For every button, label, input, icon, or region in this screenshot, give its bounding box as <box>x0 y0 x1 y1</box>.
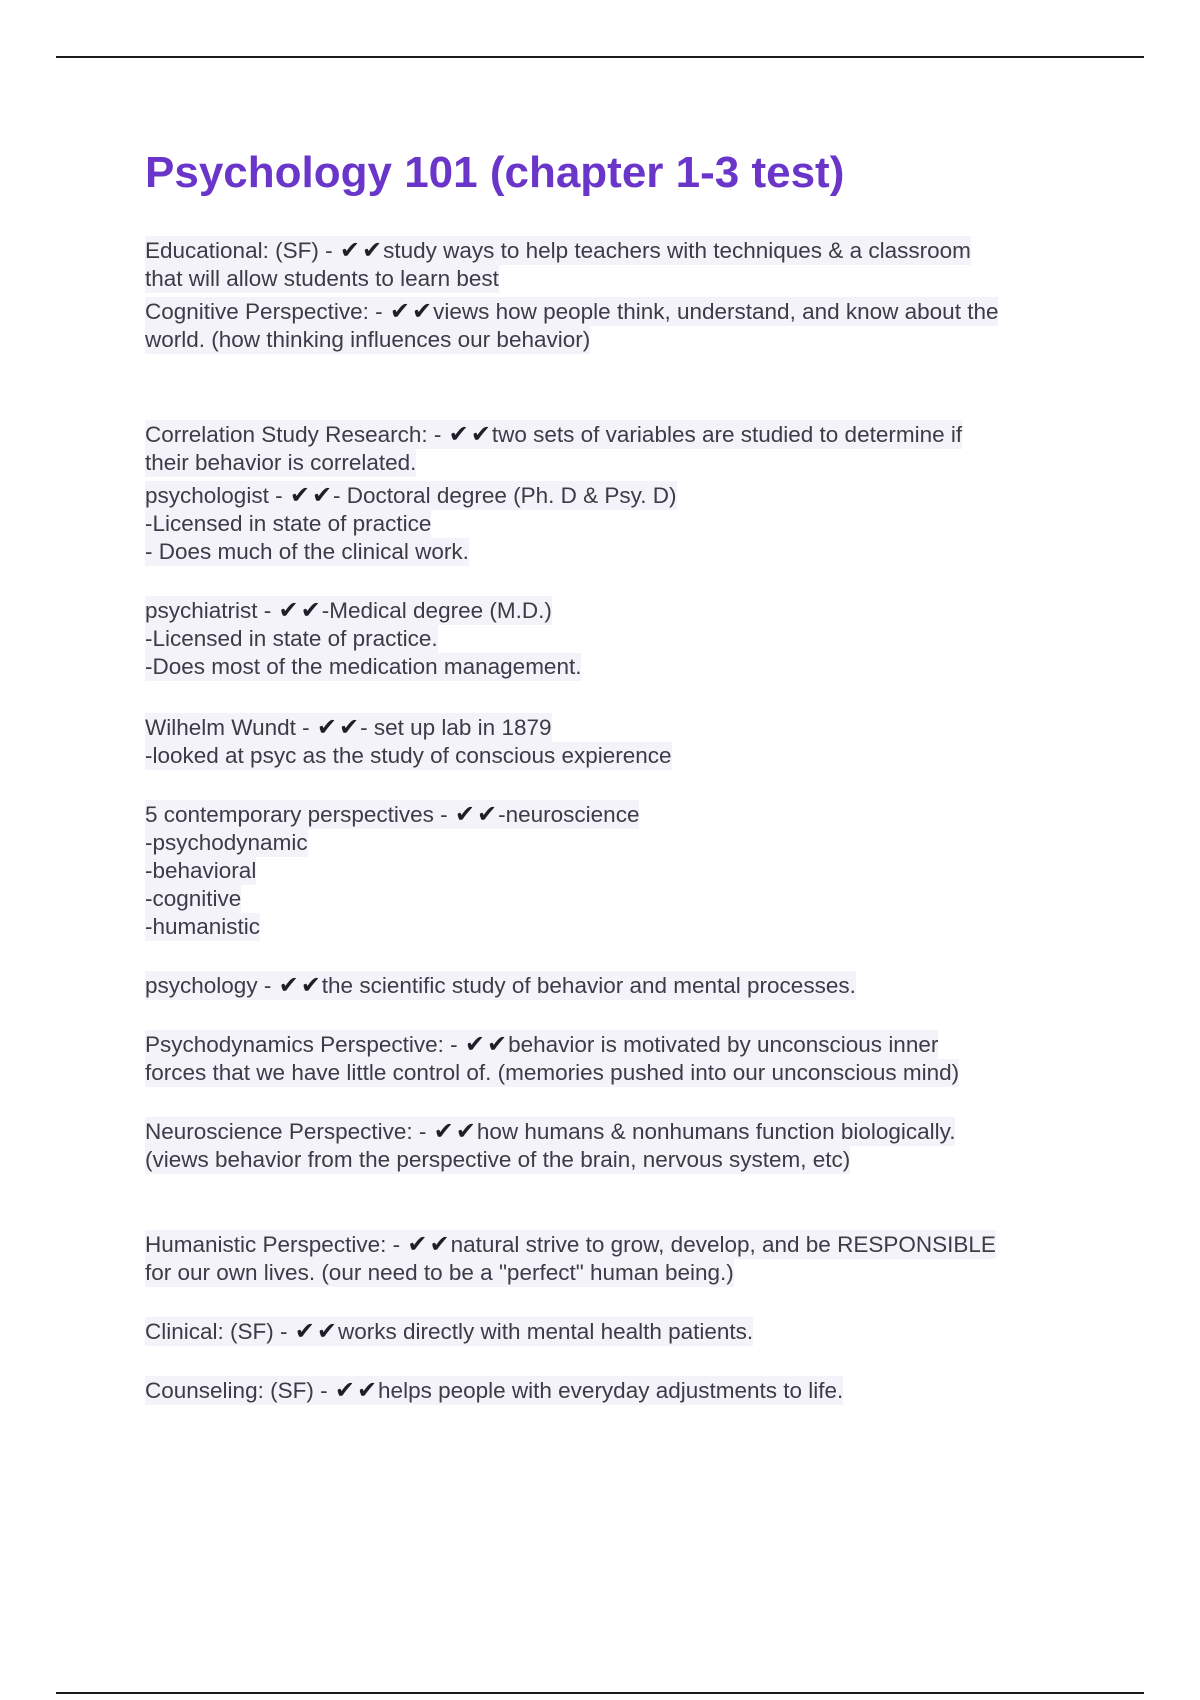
check-icon: ✔ <box>339 236 360 264</box>
card-line <box>145 1230 996 1259</box>
card-definition: study ways to help teachers with techniques & a classroom <box>383 238 971 263</box>
card-line <box>145 420 962 449</box>
card-term: psychology - <box>145 973 272 998</box>
card-term: Neuroscience Perspective: - <box>145 1119 427 1144</box>
card-line: forces that we have little control of. (memories pushed into our unconscious mind) <box>145 1060 960 1085</box>
card-line: that will allow students to learn best <box>145 266 499 291</box>
card-line <box>145 713 552 742</box>
check-icon: ✔ <box>407 1230 428 1258</box>
flashcard-cognitive-perspective <box>145 297 1105 354</box>
check-icon: ✔ <box>470 420 491 448</box>
card-line: - Does much of the clinical work. <box>145 539 469 564</box>
check-icon: ✔ <box>300 596 321 624</box>
card-line: world. (how thinking influences our behavior) <box>145 327 591 352</box>
card-line <box>145 1117 955 1146</box>
check-icon: ✔ <box>339 713 360 741</box>
check-icon: ✔ <box>300 971 321 999</box>
card-term: Educational: (SF) - <box>145 238 333 263</box>
card-definition: natural strive to grow, develop, and be RESPONSIBLE <box>450 1232 996 1257</box>
card-line: their behavior is correlated. <box>145 450 417 475</box>
check-icon: ✔ <box>334 1376 355 1404</box>
check-icon: ✔ <box>477 800 498 828</box>
flashcard-psychology <box>145 971 1105 1000</box>
flashcard-psychologist <box>145 481 1105 566</box>
flashcard-psychodynamics <box>145 1030 1105 1087</box>
check-icon: ✔ <box>356 1376 378 1404</box>
card-line: -Licensed in state of practice. <box>145 626 438 651</box>
check-icon: ✔ <box>448 420 469 448</box>
card-line <box>145 971 856 1000</box>
card-definition: -Medical degree (M.D.) <box>321 598 552 623</box>
card-line <box>145 800 639 829</box>
card-line: -humanistic <box>145 914 261 939</box>
card-line <box>145 596 552 625</box>
document-title: Psychology 101 (chapter 1-3 test) <box>145 148 845 197</box>
check-icon: ✔ <box>433 1117 454 1145</box>
card-line <box>145 1317 753 1346</box>
card-term: Correlation Study Research: - <box>145 422 442 447</box>
card-definition: helps people with everyday adjustments to life. <box>378 1378 844 1403</box>
card-term: Wilhelm Wundt - <box>145 715 310 740</box>
flashcard-educational <box>145 236 1105 293</box>
check-icon: ✔ <box>294 1317 315 1345</box>
flashcard-contemporary-perspectives <box>145 800 1105 941</box>
card-definition: views how people think, understand, and know about the <box>433 299 999 324</box>
flashcard-humanistic <box>145 1230 1105 1287</box>
check-icon: ✔ <box>316 713 337 741</box>
card-line: -cognitive <box>145 886 242 911</box>
check-icon: ✔ <box>278 596 299 624</box>
card-definition: - set up lab in 1879 <box>360 715 552 740</box>
flashcard-correlation-study <box>145 420 1105 477</box>
document-body <box>145 140 1105 1405</box>
bottom-divider <box>56 1692 1144 1694</box>
card-definition: -neuroscience <box>498 802 640 827</box>
card-line <box>145 481 677 510</box>
flashcard-psychiatrist <box>145 596 1105 681</box>
check-icon: ✔ <box>455 1117 476 1145</box>
card-term: Counseling: (SF) - <box>145 1378 328 1403</box>
card-line: -Does most of the medication management. <box>145 654 582 679</box>
top-divider <box>56 56 1144 58</box>
check-icon: ✔ <box>316 1317 337 1345</box>
check-icon: ✔ <box>464 1030 485 1058</box>
check-icon: ✔ <box>454 800 476 828</box>
card-definition: how humans & nonhumans function biologically. <box>476 1119 956 1144</box>
card-line <box>145 1376 843 1405</box>
card-line <box>145 297 998 326</box>
card-definition: two sets of variables are studied to determine if <box>491 422 963 447</box>
card-term: psychiatrist - <box>145 598 272 623</box>
flashcard-wilhelm-wundt <box>145 713 1105 770</box>
check-icon: ✔ <box>361 236 383 264</box>
card-definition: behavior is motivated by unconscious inner <box>508 1032 939 1057</box>
check-icon: ✔ <box>487 1030 508 1058</box>
card-term: psychologist - <box>145 483 283 508</box>
card-line: -behavioral <box>145 858 257 883</box>
flashcard-clinical <box>145 1317 1105 1346</box>
card-line: (views behavior from the perspective of the brain, nervous system, etc) <box>145 1147 851 1172</box>
check-icon: ✔ <box>411 297 433 325</box>
card-term: Humanistic Perspective: - <box>145 1232 401 1257</box>
check-icon: ✔ <box>311 481 333 509</box>
card-line: -psychodynamic <box>145 830 308 855</box>
card-term: Cognitive Perspective: - <box>145 299 383 324</box>
card-definition: - Doctoral degree (Ph. D & Psy. D) <box>333 483 677 508</box>
flashcard-counseling <box>145 1376 1105 1405</box>
flashcard-neuroscience <box>145 1117 1105 1174</box>
card-line <box>145 1030 938 1059</box>
card-term: Psychodynamics Perspective: - <box>145 1032 458 1057</box>
check-icon: ✔ <box>389 297 410 325</box>
card-definition: works directly with mental health patients. <box>338 1319 754 1344</box>
check-icon: ✔ <box>429 1230 450 1258</box>
card-term: 5 contemporary perspectives - <box>145 802 448 827</box>
card-term: Clinical: (SF) - <box>145 1319 288 1344</box>
card-line: -Licensed in state of practice <box>145 511 432 536</box>
card-definition: the scientific study of behavior and mental processes. <box>321 973 856 998</box>
check-icon: ✔ <box>278 971 299 999</box>
card-line: -looked at psyc as the study of conscious expierence <box>145 743 672 768</box>
check-icon: ✔ <box>289 481 310 509</box>
card-line: for our own lives. (our need to be a "perfect" human being.) <box>145 1260 734 1285</box>
card-line <box>145 236 971 265</box>
